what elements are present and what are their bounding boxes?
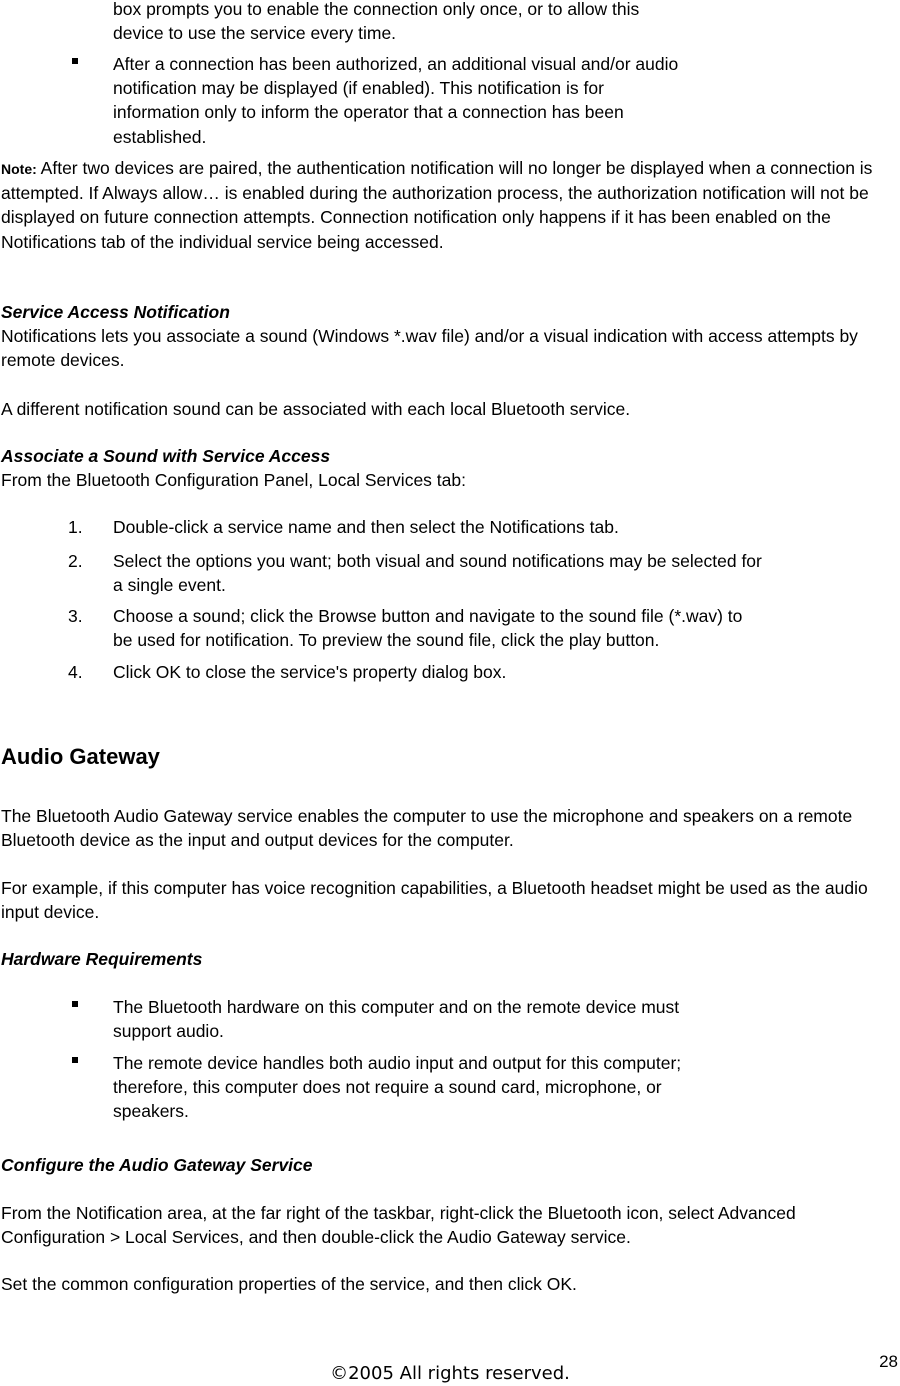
copyright-footer: ©2005 All rights reserved. (330, 1363, 570, 1384)
bullet-icon (72, 1057, 78, 1063)
hardware-heading: Hardware Requirements (1, 949, 203, 969)
hardware-bullet-text-1: The Bluetooth hardware on this computer and on the remote device must support audio. (113, 997, 680, 1042)
service-access-para2: A different notification sound can be associated with each local Bluetooth service. (1, 399, 631, 419)
step-text: Click OK to close the service's property dialog box. (113, 662, 507, 682)
step-text: Select the options you want; both visual and sound notifications may be selected for a single event. (113, 551, 762, 596)
audio-gateway-heading: Audio Gateway (1, 744, 160, 769)
step-number: 4. (68, 662, 83, 682)
step-number: 1. (68, 517, 83, 537)
note-label: Note: (1, 161, 37, 177)
audio-gateway-para2: For example, if this computer has voice recognition capabilities, a Bluetooth headset might be used as the audio input device. (1, 878, 868, 923)
hardware-bullet-text-2: The remote device handles both audio input and output for this computer; therefore, this computer does not require a sound card, microphone, or speakers. (113, 1053, 682, 1122)
configure-heading: Configure the Audio Gateway Service (1, 1155, 313, 1175)
associate-sound-intro: From the Bluetooth Configuration Panel, Local Services tab: (1, 470, 466, 490)
step-text: Choose a sound; click the Browse button and navigate to the sound file (*.wav) to be used for notification. To preview the sound file, click the play button. (113, 606, 743, 651)
configure-para1: From the Notification area, at the far right of the taskbar, right-click the Bluetooth icon, select Advanced Configuration > Local Services, and then double-click the Audio Gateway service. (1, 1203, 796, 1248)
bullet-icon (72, 1001, 78, 1007)
step-number: 3. (68, 606, 83, 626)
page-number: 28 (879, 1352, 898, 1371)
service-access-intro: Notifications lets you associate a sound (Windows *.wav file) and/or a visual indication with access attempts by remote devices. (1, 326, 858, 371)
configure-para2: Set the common configuration properties of the service, and then click OK. (1, 1274, 577, 1294)
note-paragraph (1, 156, 898, 254)
service-access-heading: Service Access Notification (1, 302, 230, 322)
step-number: 2. (68, 551, 83, 571)
audio-gateway-para1: The Bluetooth Audio Gateway service enables the computer to use the microphone and speakers on a remote Bluetooth device as the input and output devices for the computer. (1, 806, 853, 851)
step-text: Double-click a service name and then select the Notifications tab. (113, 517, 619, 537)
continued-bullet-text-2: After a connection has been authorized, an additional visual and/or audio notification may be displayed (if enabled). This notification is for information only to inform the operator that a connection has been established. (113, 54, 679, 147)
associate-sound-heading: Associate a Sound with Service Access (1, 446, 331, 466)
continued-bullet-text-1: box prompts you to enable the connection only once, or to allow this device to use the service every time. (113, 0, 640, 44)
bullet-icon (72, 58, 78, 64)
note-text: After two devices are paired, the authentication notification will no longer be displayed when a connection is attempted. If Always allow… is enabled during the authorization process, the authorization notification will not be displayed on future connection attempts. Connection notification only happens if it has been enabled on the Notifications tab of the individual service being accessed. (1, 158, 873, 252)
